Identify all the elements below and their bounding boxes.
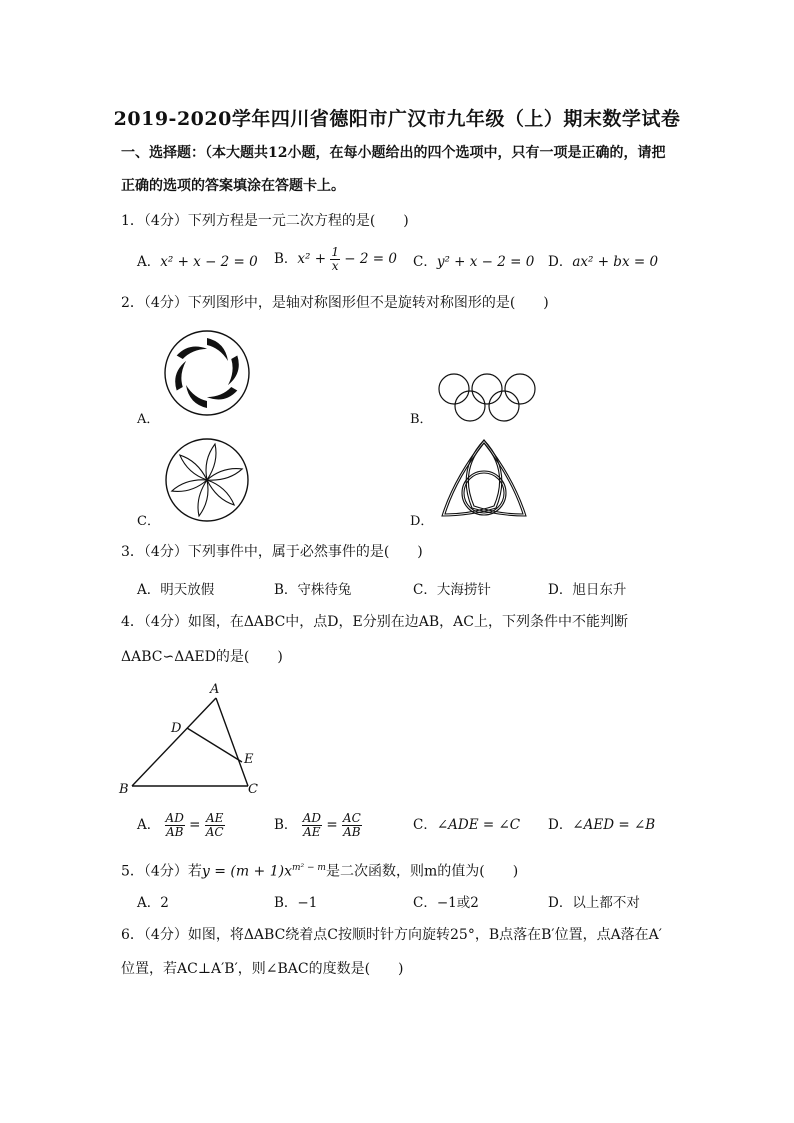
q4-option-d: D．∠AED = ∠B — [548, 817, 656, 833]
q6-stem-line1: 6．（4分）如图，将ΔABC绕着点C按顺时针方向旋转25°，B点落在B′位置，点A落在A′ — [121, 927, 662, 943]
q3-option-a: A．明天放假 — [137, 582, 215, 598]
q6-stem-line2: 位置，若AC⊥A′B′，则∠BAC的度数是( ) — [121, 961, 404, 977]
q4-stem-line2: ΔABC∽ΔAED的是( ) — [121, 649, 283, 665]
section-instructions-line2: 正确的选项的答案填涂在答题卡上。 — [121, 178, 345, 194]
q4-vertex-c: C — [248, 782, 258, 797]
q1-option-d: D．ax² + bx = 0 — [548, 254, 659, 270]
q2-figure-a — [162, 328, 252, 418]
q2-label-a: A． — [137, 412, 160, 427]
q5-option-b: B．−1 — [274, 895, 318, 911]
page-title: 2019-2020学年四川省德阳市广汉市九年级（上）期末数学试卷 — [113, 108, 681, 130]
q2-label-b: B． — [410, 412, 433, 427]
q1-stem: 1．（4分）下列方程是一元二次方程的是( ) — [121, 213, 409, 229]
q1-b-fraction: $\frac{1}{x}$ — [331, 245, 339, 273]
q4-vertex-a: A — [210, 682, 220, 697]
q5-option-d: D．以上都不对 — [548, 895, 640, 911]
q5-stem: 5．（4分）若$y = (m + 1)x^{m^2 - m}$是二次函数，则m的值为( ) — [121, 863, 519, 880]
q5-option-c: C．−1或2 — [413, 895, 479, 911]
q1-option-b: B．x² + $\frac{1}{x}$ − 2 = 0 — [274, 245, 397, 273]
q1-option-c: C．y² + x − 2 = 0 — [413, 254, 535, 270]
q4-option-b: B． $\frac{AD}{AE}$ = $\frac{AC}{AB}$ — [274, 811, 361, 839]
q3-option-b: B．守株待兔 — [274, 582, 352, 598]
q2-label-d: D． — [410, 514, 434, 529]
q2-figure-c — [163, 436, 251, 524]
q2-figure-d — [434, 438, 534, 524]
q3-option-c: C．大海捞针 — [413, 582, 491, 598]
q2-stem: 2．（4分）下列图形中，是轴对称图形但不是旋转对称图形的是( ) — [121, 295, 549, 311]
q3-stem: 3．（4分）下列事件中，属于必然事件的是( ) — [121, 544, 423, 560]
q3-option-d: D．旭日东升 — [548, 582, 627, 598]
q1-option-a: A．x² + x − 2 = 0 — [137, 254, 258, 270]
q4-option-c: C．∠ADE = ∠C — [413, 817, 521, 833]
q4-stem-line1: 4．（4分）如图，在ΔABC中，点D，E分别在边AB，AC上，下列条件中不能判断 — [121, 614, 628, 630]
q4-option-a: A． $\frac{AD}{AB}$ = $\frac{AE}{AC}$ — [137, 811, 224, 839]
section-instructions-line1: 一、选择题：（本大题共12小题，在每小题给出的四个选项中，只有一项是正确的，请把 — [121, 145, 666, 161]
q4-vertex-e: E — [244, 752, 254, 767]
q4-triangle-figure — [128, 694, 258, 792]
q4-vertex-d: D — [171, 721, 182, 736]
q4-vertex-b: B — [119, 782, 129, 797]
q5-option-a: A．2 — [137, 895, 169, 911]
q2-figure-b — [434, 372, 544, 424]
q2-label-c: C． — [137, 514, 160, 529]
